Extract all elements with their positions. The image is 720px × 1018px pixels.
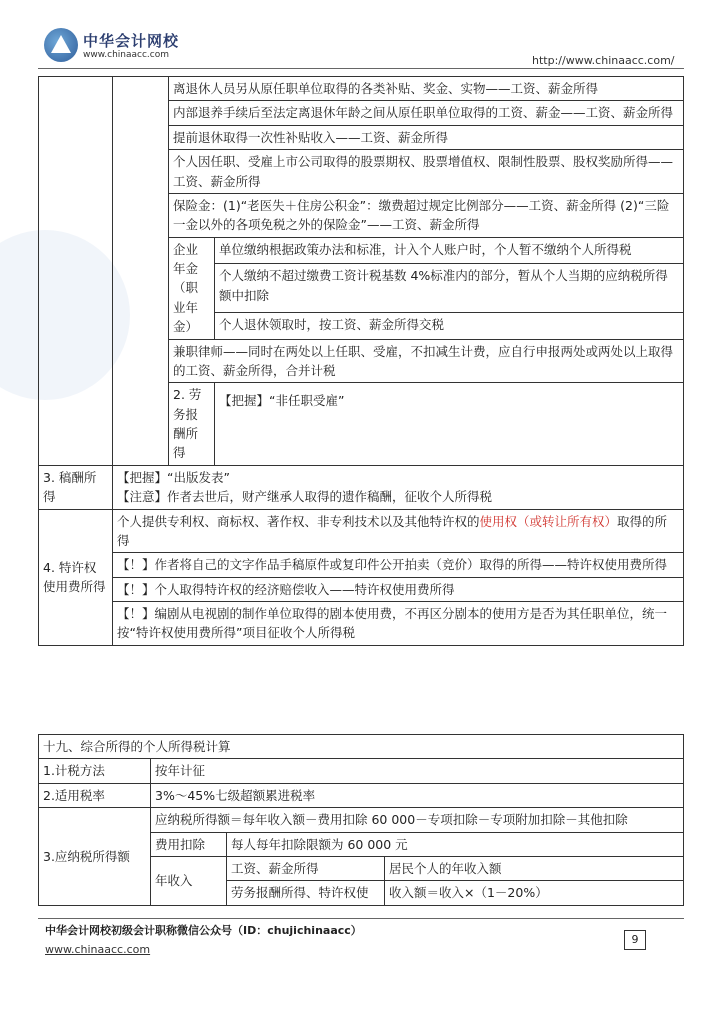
- page-number: 9: [624, 930, 646, 950]
- comprehensive-income-table: [38, 734, 684, 906]
- row-insurance: 保险金：(1)“老医失＋住房公积金”：缴费超过规定比例部分——工资、薪金所得 (2)“三险一金以外的各项免税之外的保险金”——工资、薪金所得: [169, 193, 684, 237]
- franchise-row-2: 【！】作者将自己的文字作品手稿原件或复印件公开拍卖（竞价）取得的所得——特许权使用费所得: [113, 553, 684, 577]
- income-label: 年收入: [151, 856, 227, 905]
- logo-icon: [44, 28, 78, 62]
- annuity-row-individual: 个人缴纳不超过缴费工资计税基数 4%标准内的部分，暂从个人当期的应纳税所得额中扣除: [215, 264, 684, 312]
- franchise-highlight: 使用权（或转让所有权）: [479, 513, 618, 529]
- annuity-label: 企业年金（职业年金）: [169, 237, 215, 339]
- table2-title: 十九、综合所得的个人所得税计算: [39, 735, 684, 759]
- footer-divider: [38, 918, 684, 919]
- franchise-row-1: 个人提供专利权、商标权、著作权、非专利技术以及其他特许权的使用权（或转让所有权）取得的所得: [113, 509, 684, 553]
- logo-url: www.chinaacc.com: [83, 50, 169, 60]
- site-url[interactable]: http://www.chinaacc.com/: [532, 54, 675, 67]
- income-type-labor: 劳务报酬所得、特许权使: [227, 881, 385, 905]
- income-desc-labor: 收入额＝收入×（1－20%）: [385, 881, 684, 905]
- deduction-value: 每人每年扣除限额为 60 000 元: [227, 832, 684, 856]
- annuity-row-unit: 单位缴纳根据政策办法和标准，计入个人账户时，个人暂不缴纳个人所得税: [215, 237, 684, 264]
- footer-text: 中华会计网校初级会计职称微信公众号（ID：chujichinaacc）: [45, 924, 362, 937]
- royalty-note-text: 作者去世后，财产继承人取得的遗作稿酬，征收个人所得税: [167, 489, 493, 505]
- income-desc-salary: 居民个人的年收入额: [385, 856, 684, 880]
- logo-name: 中华会计网校: [83, 32, 180, 50]
- blank-mid-cell: [113, 77, 169, 466]
- row-early-retirement: 提前退休取得一次性补贴收入——工资、薪金所得: [169, 125, 684, 149]
- method-label: 1.计税方法: [39, 759, 151, 783]
- income-type-salary: 工资、薪金所得: [227, 856, 385, 880]
- royalty-content: [113, 465, 684, 509]
- franchise-label: 4. 特许权使用费所得: [39, 509, 113, 645]
- remuneration-text: 【把握】“非任职受雇”: [215, 383, 684, 466]
- rate-value: 3%～45%七级超额累进税率: [151, 783, 684, 807]
- method-value: 按年计征: [151, 759, 684, 783]
- row-stock-options: 个人因任职、受雇上市公司取得的股票期权、股票增值权、限制性股票、股权奖励所得——工资、薪金所得: [169, 150, 684, 194]
- row-lawyer: 兼职律师——同时在两处以上任职、受雇，不扣减生计费，应自行申报两处或两处以上取得的工资、薪金所得，合并计税: [169, 339, 684, 383]
- footer-url[interactable]: www.chinaacc.com: [45, 943, 151, 956]
- franchise-row-3: 【！】个人取得特许权的经济赔偿收入——特许权使用费所得: [113, 577, 684, 601]
- page-header: [0, 0, 720, 72]
- rate-label: 2.适用税率: [39, 783, 151, 807]
- tax-items-table: [38, 76, 684, 646]
- remuneration-label: 2. 劳务报酬所得: [169, 383, 215, 466]
- franchise-row-4: 【！】编剧从电视剧的制作单位取得的剧本使用费，不再区分剧本的使用方是否为其任职单位，统一按“特许权使用费所得”项目征收个人所得税: [113, 602, 684, 646]
- royalty-grasp: 【把握】“出版发表”: [117, 469, 230, 485]
- taxable-formula: 应纳税所得额＝每年收入额－费用扣除 60 000－专项扣除－专项附加扣除－其他扣除: [151, 808, 684, 832]
- royalty-label: 3. 稿酬所得: [39, 465, 113, 509]
- royalty-note: [117, 487, 679, 506]
- annuity-row-retire: 个人退休领取时，按工资、薪金所得交税: [215, 312, 684, 339]
- row-internal-retirement: 内部退养手续后至法定离退休年龄之间从原任职单位取得的工资、薪金——工资、薪金所得: [169, 101, 684, 125]
- blank-left-cell: [39, 77, 113, 466]
- row-retiree-subsidy: 离退休人员另从原任职单位取得的各类补贴、奖金、实物——工资、薪金所得: [169, 77, 684, 101]
- taxable-label: 3.应纳税所得额: [39, 808, 151, 906]
- deduction-label: 费用扣除: [151, 832, 227, 856]
- header-divider: [38, 68, 684, 69]
- royalty-note-tag: 【注意】: [117, 489, 168, 505]
